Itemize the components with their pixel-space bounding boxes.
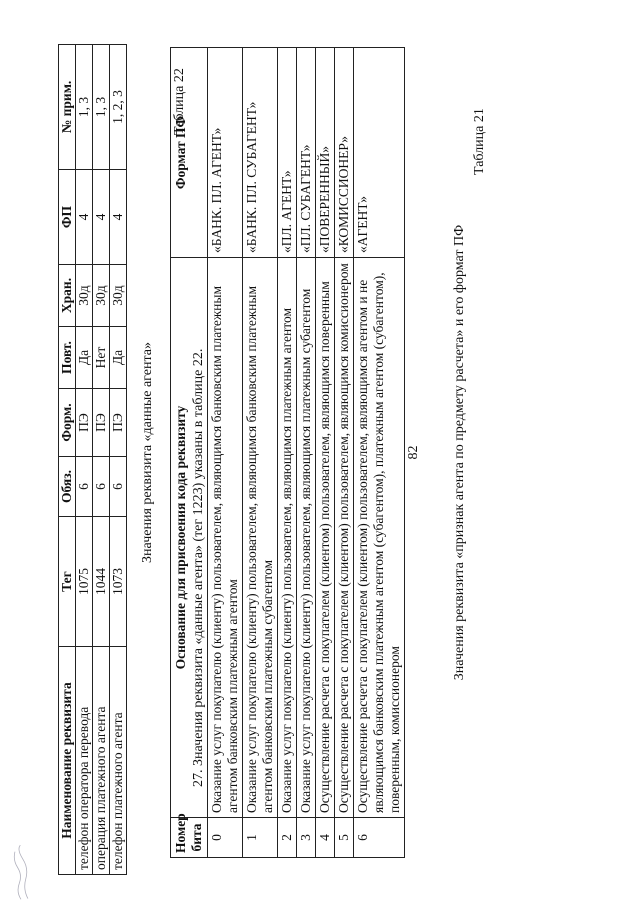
faint-stamp-mark: [9, 840, 36, 902]
table-22-label: Таблица 22: [172, 68, 187, 135]
table-21-label: Таблица 21: [472, 108, 487, 175]
table-row: [297, 48, 316, 858]
table-22: [58, 44, 127, 875]
col-header-bit: Номер бита: [171, 818, 208, 858]
table-row: [243, 48, 278, 858]
note-cell: 1, 3: [76, 45, 93, 170]
bit-cell: 3: [297, 818, 316, 858]
bit-cell: 5: [335, 818, 354, 858]
format-cell: «БАНК. ПЛ. АГЕНТ»: [208, 48, 243, 258]
stamp-scribble-icon: [9, 842, 33, 902]
note-cell: 1, 3: [93, 45, 110, 170]
tag-cell: 1075: [76, 517, 93, 647]
form-cell: ПЭ: [76, 389, 93, 457]
basis-cell: Оказание услуг покупателю (клиенту) пользователем, являющимся платежным субагентом: [297, 258, 316, 818]
bit-cell: 4: [316, 818, 335, 858]
table-22-caption: Значения реквизита «данные агента»: [140, 342, 155, 563]
required-cell: 6: [110, 457, 127, 517]
format-cell: «ПОВЕРЕННЫЙ»: [316, 48, 335, 258]
basis-cell: Осуществление расчета с покупателем (клиентом) пользователем, являющимся комиссионером: [335, 258, 354, 818]
table-row: [354, 48, 405, 858]
table-row: [93, 45, 110, 875]
repeat-cell: Нет: [93, 327, 110, 389]
format-cell: «КОМИССИОНЕР»: [335, 48, 354, 258]
name-cell: телефон оператора перевода: [76, 647, 93, 875]
required-cell: 6: [76, 457, 93, 517]
basis-cell: Оказание услуг покупателю (клиенту) пользователем, являющимся платежным агентом: [278, 258, 297, 818]
format-cell: «ПЛ. АГЕНТ»: [278, 48, 297, 258]
table-row: [76, 45, 93, 875]
page-number: 82: [406, 445, 421, 460]
paragraph-27: 27. Значения реквизита «данные агента» (тег 1223) указаны в таблице 22.: [191, 348, 206, 787]
required-cell: 6: [93, 457, 110, 517]
form-cell: ПЭ: [110, 389, 127, 457]
table-row: [316, 48, 335, 858]
storage-cell: 30д: [110, 265, 127, 327]
bit-cell: 6: [354, 818, 405, 858]
note-cell: 1, 2, 3: [110, 45, 127, 170]
basis-cell: Оказание услуг покупателю (клиенту) пользователем, являющимся банковским платежным агентом банковским платежным агентом: [208, 258, 243, 818]
bit-cell: 1: [243, 818, 278, 858]
col-header-fp: ФП: [59, 170, 76, 265]
format-cell: «АГЕНТ»: [354, 48, 405, 258]
col-header-tag: Тег: [59, 517, 76, 647]
name-cell: телефон платежного агента: [110, 647, 127, 875]
col-header-name: Наименование реквизита: [59, 647, 76, 875]
form-cell: ПЭ: [93, 389, 110, 457]
col-header-storage: Хран.: [59, 265, 76, 327]
table-row: [335, 48, 354, 858]
storage-cell: 30д: [93, 265, 110, 327]
storage-cell: 30д: [76, 265, 93, 327]
basis-cell: Оказание услуг покупателю (клиенту) пользователем, являющимся банковским платежным агентом банковским платежным субагентом: [243, 258, 278, 818]
basis-cell: Осуществление расчета с покупателем (клиентом) пользователем, являющимся агентом и не являющимся банковским платежным агентом (субагентом), платежным агентом (субагентом), поверенным, комиссионером: [354, 258, 405, 818]
basis-cell: Осуществление расчета с покупателем (клиентом) пользователем, являющимся поверенным: [316, 258, 335, 818]
bit-cell: 2: [278, 818, 297, 858]
table-row: [110, 45, 127, 875]
bit-cell: 0: [208, 818, 243, 858]
table-row: [208, 48, 243, 858]
col-header-note: № прим.: [59, 45, 76, 170]
table-22-header-row: [59, 45, 76, 875]
tag-cell: 1073: [110, 517, 127, 647]
col-header-format: Формат ПФ: [171, 48, 208, 258]
table-21-caption: Значения реквизита «признак агента по предмету расчета» и его формат ПФ: [452, 224, 467, 681]
repeat-cell: Да: [76, 327, 93, 389]
col-header-form: Форм.: [59, 389, 76, 457]
format-cell: «БАНК. ПЛ. СУБАГЕНТ»: [243, 48, 278, 258]
tag-cell: 1044: [93, 517, 110, 647]
fp-cell: 4: [110, 170, 127, 265]
fp-cell: 4: [93, 170, 110, 265]
fp-cell: 4: [76, 170, 93, 265]
table-row: [278, 48, 297, 858]
col-header-repeat: Повт.: [59, 327, 76, 389]
format-cell: «ПЛ. СУБАГЕНТ»: [297, 48, 316, 258]
name-cell: операция платежного агента: [93, 647, 110, 875]
col-header-basis: Основание для присвоения кода реквизиту: [171, 258, 208, 818]
col-header-required: Обяз.: [59, 457, 76, 517]
repeat-cell: Да: [110, 327, 127, 389]
